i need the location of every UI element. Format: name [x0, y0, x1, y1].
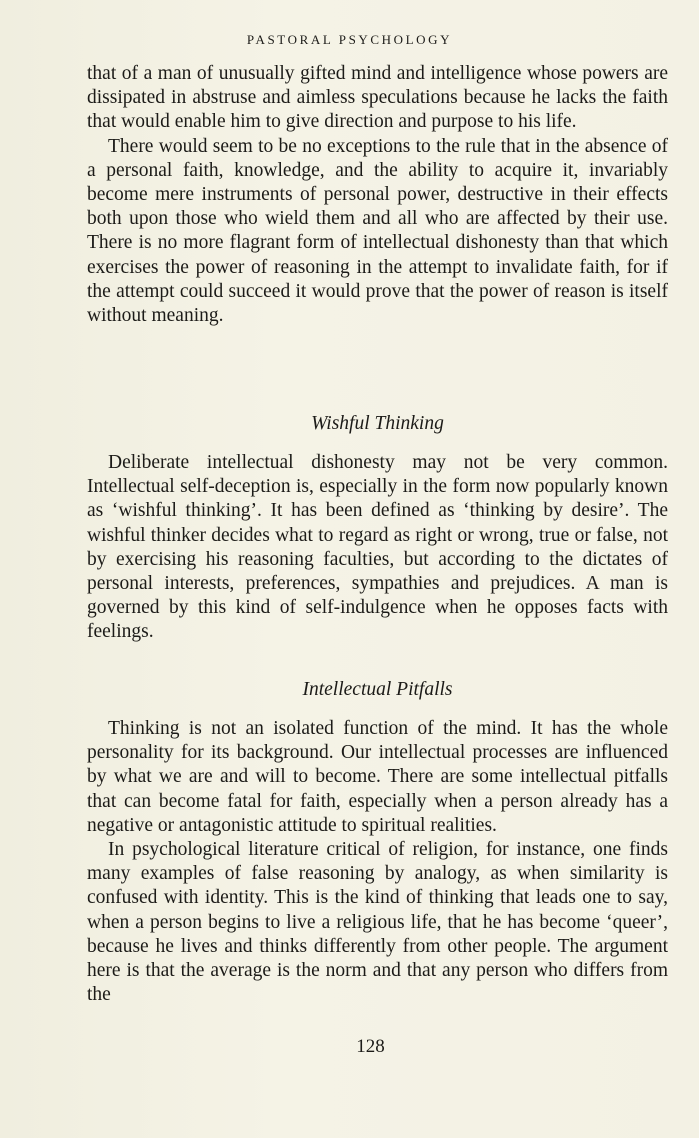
wishful-thinking-text-block — [87, 451, 668, 645]
paragraph: that of a man of unusually gifted mind and intelligence whose powers are dissipated in abstruse and aimless speculations because he lacks the faith that would enable him to give direction and purpose to his life. — [87, 63, 668, 133]
section-heading-intellectual-pitfalls: Intellectual Pitfalls — [302, 679, 453, 700]
paragraph: Deliberate intellectual dishonesty may not be very common. Intellectual self-deception is, especially in the form now popularly known as ‘wishful thinking’. It has been defined as ‘thinking by desire’. The wishful thinker decides what to regard as right or wrong, true or false, not by exercising his reasoning faculties, but according to the dictates of personal interests, preferences, sympathies and prejudices. A man is governed by this kind of self-indulgence when he opposes facts with feelings. — [87, 452, 668, 643]
paragraph: There would seem to be no exceptions to the rule that in the absence of a personal faith, knowledge, and the ability to acquire it, invariably become mere instruments of personal power, destructive in their effects both upon those who wield them and all who are affected by their use. There is no more flagrant form of intellectual dishonesty than that which exercises the power of reasoning in the attempt to invalidate faith, for if the attempt could succeed it would prove that the power of reason is itself without meaning. — [87, 135, 668, 327]
page-number: 128 — [356, 1036, 385, 1057]
paragraph: In psychological literature critical of religion, for instance, one finds many examples of false reasoning by analogy, as when similarity is confused with identity. This is the kind of thinking that leads one to say, when a person begins to live a religious life, that he has become ‘queer’, because he lives and thinks differently from other people. The argument here is that the average is the norm and that any person who differs from the — [87, 839, 668, 1006]
section-heading-wishful-thinking: Wishful Thinking — [311, 413, 444, 434]
running-head: PASTORAL PSYCHOLOGY — [246, 32, 453, 47]
intro-text-block — [87, 62, 668, 328]
paragraph: Thinking is not an isolated function of the mind. It has the whole personality for its background. Our intellectual processes are influenced by what we are and will to become. There are some intellectual pitfalls that can become fatal for faith, especially when a person already has a negative or antagonistic attitude to spiritual realities. — [87, 718, 668, 836]
intellectual-pitfalls-text-block — [87, 717, 668, 1007]
